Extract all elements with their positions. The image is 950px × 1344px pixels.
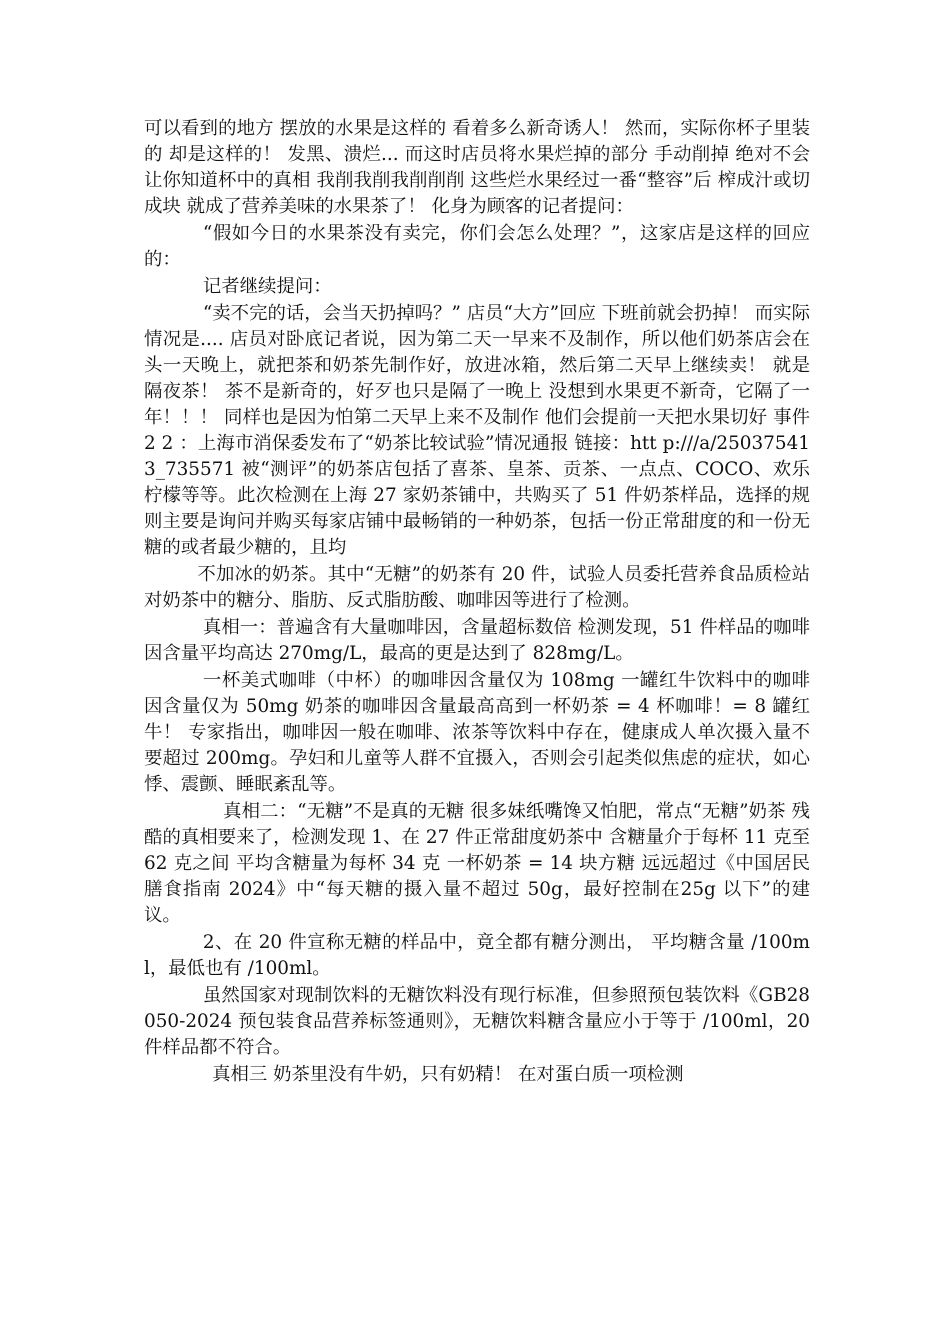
paragraph-fruit-tea: 可以看到的地方 摆放的水果是这样的 看着多么新奇诱人！ 然而，实际你杯子里装的 却是这样的！ 发黑、溃烂... 而这时店员将水果烂掉的部分 手动削掉 绝对不会让你知道杯中的真相 我削我削我削削削 这些烂水果经过一番“整容”后 榨成汁或切成块 就成了营养美味的水果茶了！ 化身为顾客的记者提问： [144,118,810,217]
paragraph-truth-one: 真相一：普遍含有大量咖啡因，含量超标数倍 检测发现，51 件样品的咖啡因含量平均高达 270mg/L，最高的更是达到了 828mg/L。 [144,617,810,664]
document-body [144,116,810,1089]
paragraph-sugar-free-samples: 2、在 20 件宣称无糖的样品中，竟全都有糖分测出， 平均糖含量 /100ml，最低也有 /100ml。 [144,932,810,979]
paragraph-truth-three: 真相三 奶茶里没有牛奶，只有奶精！ 在对蛋白质一项检测 [212,1064,684,1085]
paragraph-national-standard: 虽然国家对现制饮料的无糖饮料没有现行标准，但参照预包装饮料《GB28050-2024 预包装食品营养标签通则》，无糖饮料糖含量应小于等于 /100ml，20 件样品都不符合。 [144,985,810,1058]
paragraph-reporter-asks: 记者继续提问： [202,276,332,297]
paragraph-caffeine-compare: 一杯美式咖啡（中杯）的咖啡因含量仅为 108mg 一罐红牛饮料中的咖啡因含量仅为 50mg 奶茶的咖啡因含量最高高到一杯奶茶 = 4 杯咖啡！= 8 罐红牛！ 专家指出，咖啡因一般在咖啡、浓茶等饮料中存在，健康成人单次摄入量不要超过 200mg。孕妇和儿童等人群不宜摄入，否则会引起类似焦虑的症状，如心悸、震颤、睡眠紊乱等。 [144,670,810,795]
paragraph-overnight-tea: “卖不完的话，会当天扔掉吗？” 店员“大方”回应 下班前就会扔掉！ 而实际情况是.... 店员对卧底记者说，因为第二天一早来不及制作，所以他们奶茶店会在头一天晚上，就把茶和奶茶先制作好，放进冰箱，然后第二天早上继续卖！ 就是隔夜茶！ 茶不是新奇的，好歹也只是隔了一晚上 没想到水果更不新奇，它隔了一年！！！ 同样也是因为怕第二天早上来不及制作 他们会提前一天把水果切好 事件 2 2 ：上海市消保委发布了“奶茶比较试验”情况通报 链接：htt p:///a/250375413_735571 被“测评”的奶茶店包括了喜茶、皇茶、贡茶、一点点、COCO、欢乐柠檬等等。此次检测在上海 27 家奶茶铺中，共购买了 51 件奶茶样品，选择的规则主要是询问并购买每家店铺中最畅销的一种奶茶，包括一份正常甜度的和一份无糖的或者最少糖的，且均 [144,303,810,558]
paragraph-truth-two: 真相二：“无糖”不是真的无糖 很多妹纸嘴馋又怕肥，常点“无糖”奶茶 残酷的真相要来了，检测发现 1、在 27 件正常甜度奶茶中 含糖量介于每杯 11 克至 62 克之间 平均含糖量为每杯 34 克 一杯奶茶 = 14 块方糖 远远超过《中国居民膳食指南 2024》中“每天糖的摄入量不超过 50g，最好控制在25g 以下”的建议。 [144,801,810,926]
paragraph-question-unsold: “假如今日的水果茶没有卖完，你们会怎么处理？”，这家店是这样的回应的： [144,223,810,270]
paragraph-no-ice: 不加冰的奶茶。其中“无糖”的奶茶有 20 件，试验人员委托营养食品质检站对奶茶中的糖分、脂肪、反式脂肪酸、咖啡因等进行了检测。 [144,564,810,611]
